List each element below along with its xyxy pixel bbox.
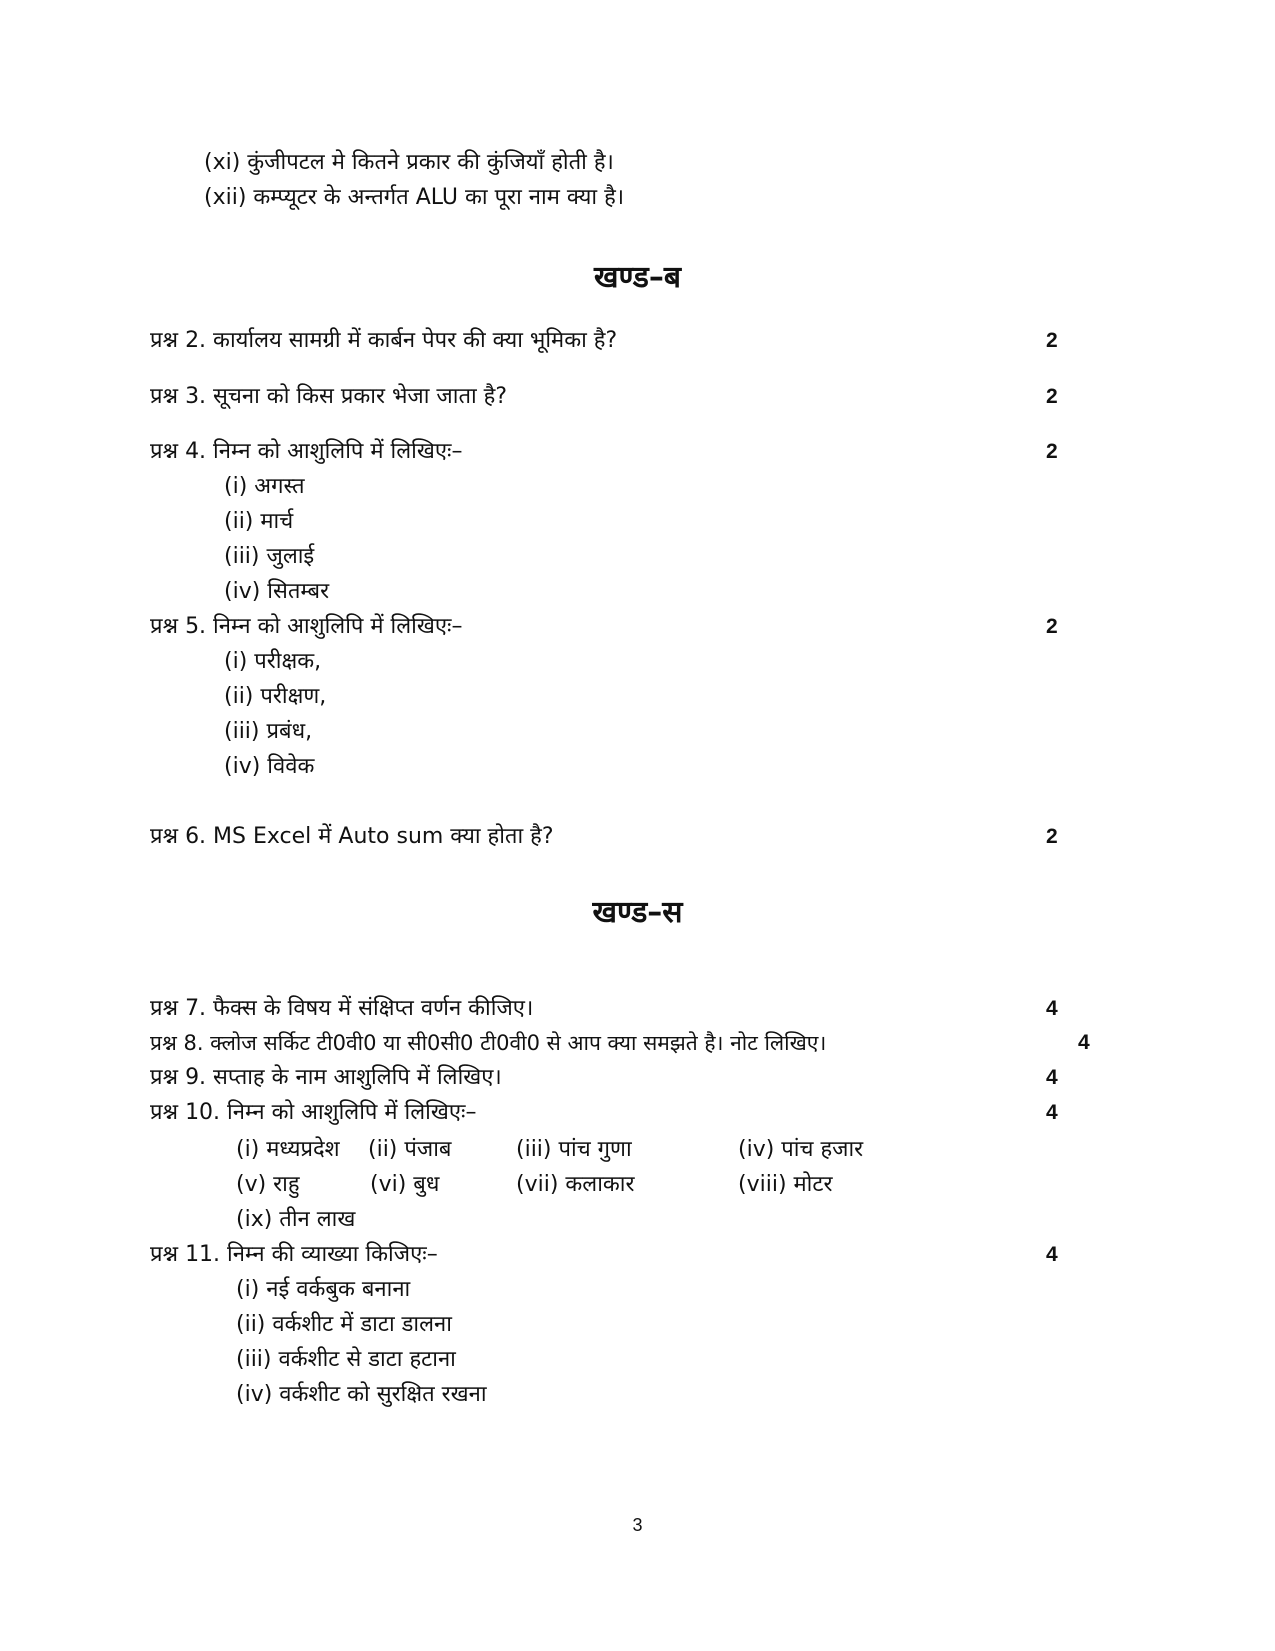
question-4: प्रश्न 4. निम्न को आशुलिपि में लिखिएः– bbox=[150, 439, 463, 464]
question-9: प्रश्न 9. सप्ताह के नाम आशुलिपि में लिखिए। bbox=[150, 1065, 502, 1090]
question-11-item-4: (iv) वर्कशीट को सुरक्षित रखना bbox=[236, 1382, 487, 1407]
question-4-item-1: (i) अगस्त bbox=[224, 474, 305, 499]
question-item-xii: (xii) कम्प्यूटर के अन्तर्गत ALU का पूरा नाम क्या है। bbox=[204, 185, 625, 210]
question-3-marks: 2 bbox=[1046, 385, 1058, 408]
question-11-item-2: (ii) वर्कशीट में डाटा डालना bbox=[236, 1312, 452, 1337]
question-10: प्रश्न 10. निम्न को आशुलिपि में लिखिएः– bbox=[150, 1100, 477, 1125]
question-10-item-8: (viii) मोटर bbox=[738, 1172, 833, 1197]
question-5-item-1: (i) परीक्षक, bbox=[224, 649, 322, 674]
question-10-item-9: (ix) तीन लाख bbox=[236, 1207, 356, 1232]
question-10-item-4: (iv) पांच हजार bbox=[738, 1137, 864, 1162]
question-11-marks: 4 bbox=[1046, 1243, 1058, 1266]
question-2-marks: 2 bbox=[1046, 329, 1058, 352]
section-c-title: खण्ड–स bbox=[592, 895, 683, 930]
question-10-item-1: (i) मध्यप्रदेश bbox=[236, 1137, 340, 1162]
question-10-item-3: (iii) पांच गुणा bbox=[516, 1137, 632, 1162]
page-number: 3 bbox=[632, 1515, 643, 1535]
question-2: प्रश्न 2. कार्यालय सामग्री में कार्बन पेपर की क्या भूमिका है? bbox=[150, 328, 618, 353]
question-6-marks: 2 bbox=[1046, 825, 1058, 848]
question-10-item-6: (vi) बुध bbox=[370, 1172, 440, 1197]
question-11: प्रश्न 11. निम्न की व्याख्या किजिएः– bbox=[150, 1242, 438, 1267]
question-4-marks: 2 bbox=[1046, 440, 1058, 463]
question-5-item-3: (iii) प्रबंध, bbox=[224, 719, 313, 744]
question-3: प्रश्न 3. सूचना को किस प्रकार भेजा जाता है? bbox=[150, 384, 508, 409]
question-6: प्रश्न 6. MS Excel में Auto sum क्या होता है? bbox=[150, 824, 554, 849]
question-10-marks: 4 bbox=[1046, 1101, 1058, 1124]
section-b-title: खण्ड–ब bbox=[594, 260, 681, 295]
question-11-item-1: (i) नई वर्कबुक बनाना bbox=[236, 1277, 411, 1302]
question-4-item-4: (iv) सितम्बर bbox=[224, 579, 330, 604]
question-8-marks: 4 bbox=[1078, 1031, 1090, 1054]
question-10-item-2: (ii) पंजाब bbox=[368, 1137, 452, 1162]
question-4-item-3: (iii) जुलाई bbox=[224, 544, 315, 569]
question-7: प्रश्न 7. फैक्स के विषय में संक्षिप्त वर्णन कीजिए। bbox=[150, 996, 534, 1021]
question-5-item-2: (ii) परीक्षण, bbox=[224, 684, 327, 709]
question-9-marks: 4 bbox=[1046, 1066, 1058, 1089]
question-10-item-7: (vii) कलाकार bbox=[516, 1172, 635, 1197]
question-10-item-5: (v) राहु bbox=[236, 1172, 300, 1197]
question-5-item-4: (iv) विवेक bbox=[224, 754, 315, 779]
question-7-marks: 4 bbox=[1046, 997, 1058, 1020]
question-8: प्रश्न 8. क्लोज सर्किट टी0वी0 या सी0सी0 टी0वी0 से आप क्या समझते है। नोट लिखिए। bbox=[150, 1031, 827, 1055]
question-5-marks: 2 bbox=[1046, 615, 1058, 638]
question-5: प्रश्न 5. निम्न को आशुलिपि में लिखिएः– bbox=[150, 614, 463, 639]
question-11-item-3: (iii) वर्कशीट से डाटा हटाना bbox=[236, 1347, 456, 1372]
question-4-item-2: (ii) मार्च bbox=[224, 509, 294, 534]
question-item-xi: (xi) कुंजीपटल मे कितने प्रकार की कुंजियाँ होती है। bbox=[204, 150, 614, 175]
